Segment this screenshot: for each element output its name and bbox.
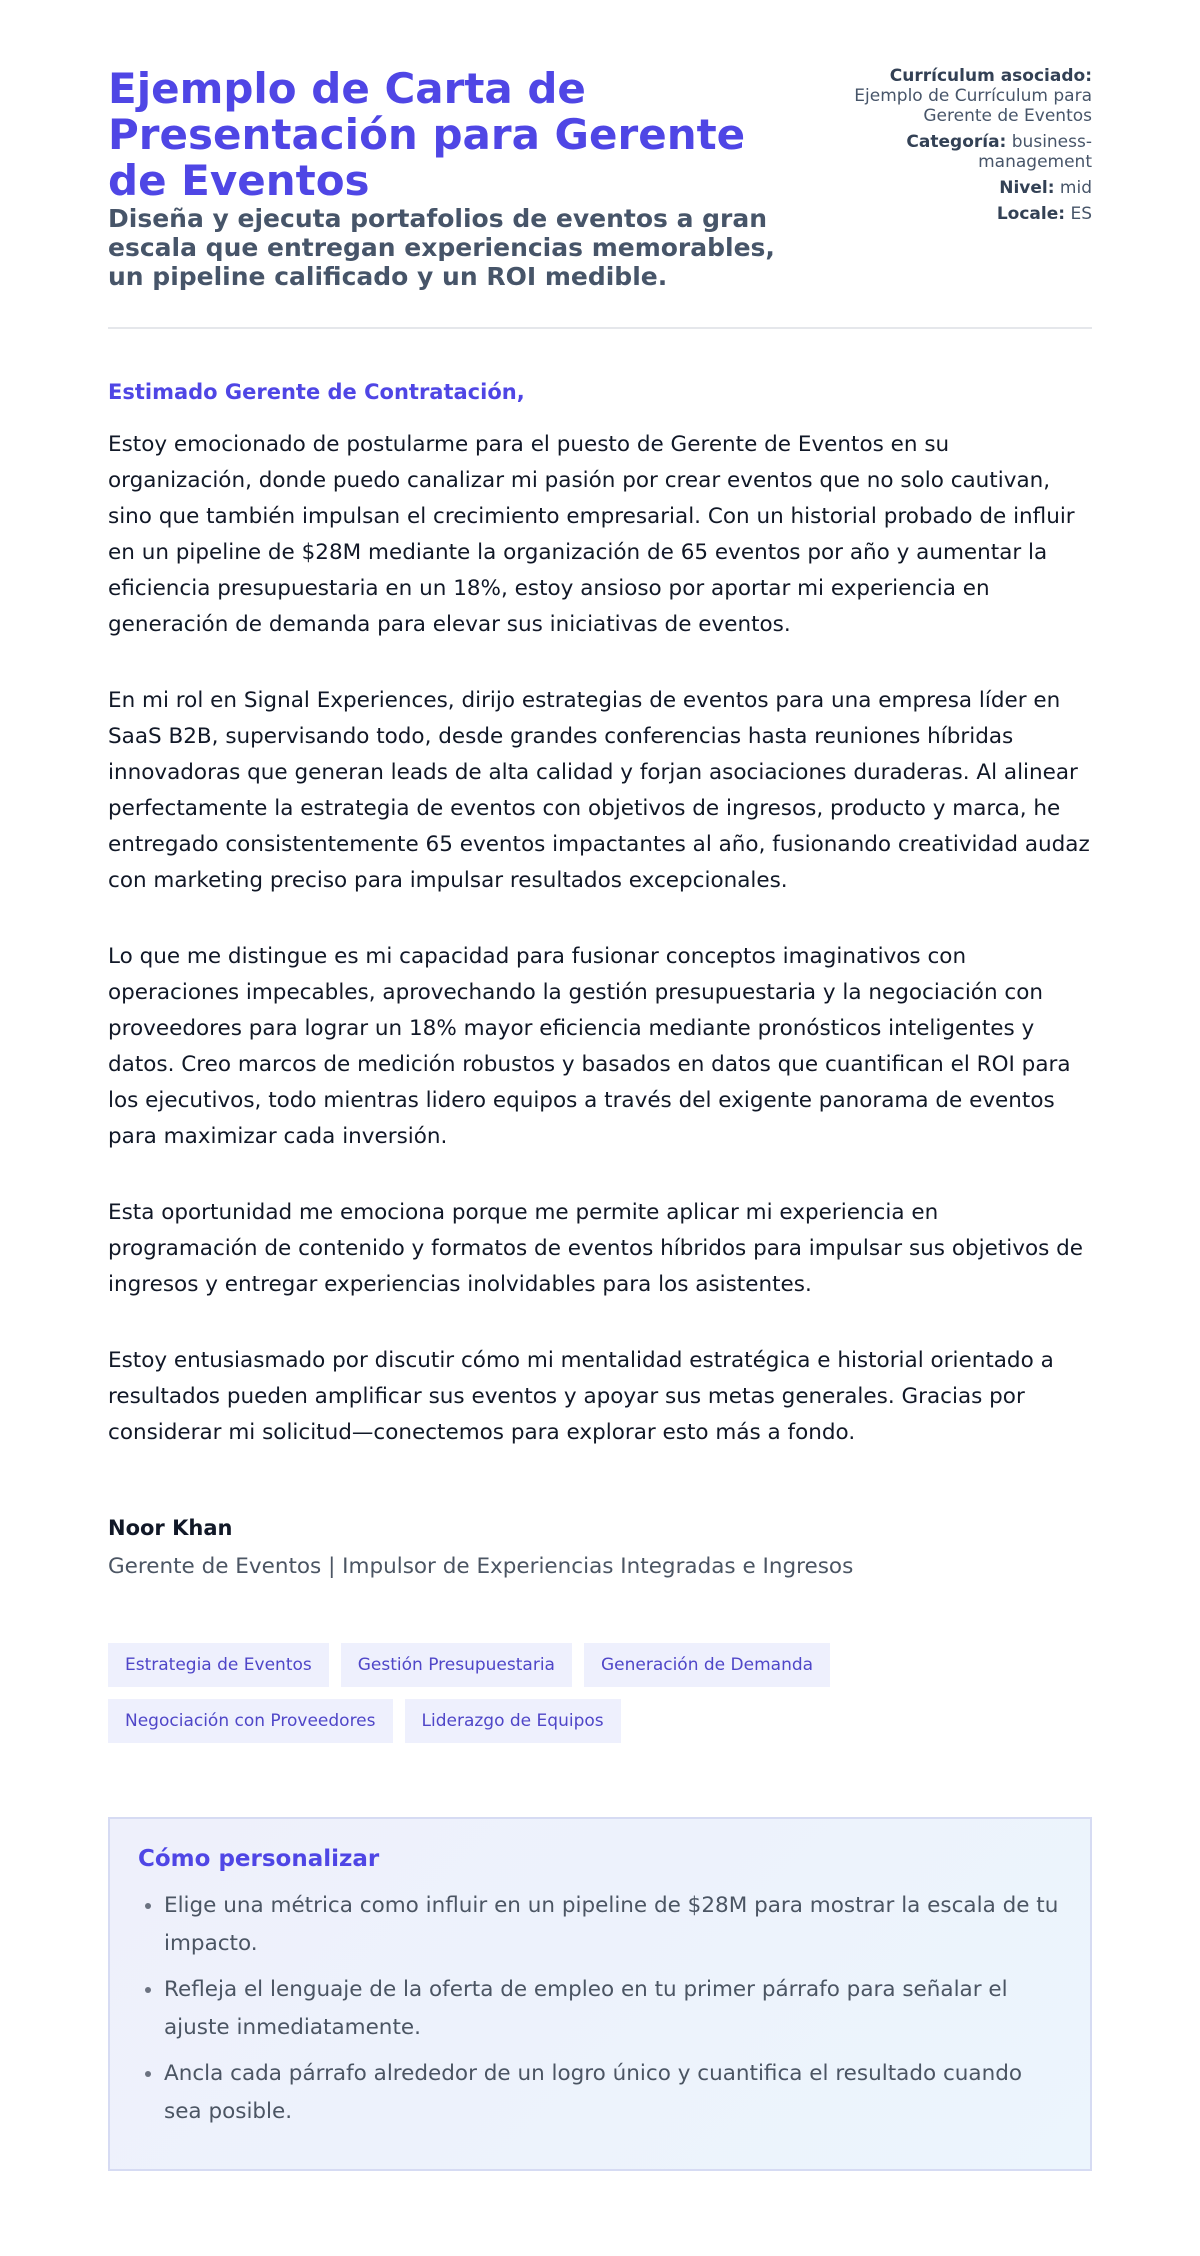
- metadata-panel: [842, 66, 1092, 230]
- letter-body: [108, 379, 1092, 1451]
- tips-title: Cómo personalizar: [138, 1846, 380, 1872]
- letter-paragraph: Estoy emocionado de postularme para el puesto de Gerente de Eventos en su organización, donde puedo canalizar mi pasión por crear eventos que no solo cautivan, sino que también impulsan el crecimiento empresarial. Con un historial probado de influir en un pipeline de $28M mediante la organización de 65 eventos por año y aumentar la eficiencia presupuestaria en un 18%, estoy ansioso por aportar mi experiencia en generación de demanda para elevar sus iniciativas de eventos.: [108, 432, 1075, 637]
- meta-category: [842, 132, 1092, 172]
- signature-role: Gerente de Eventos | Impulsor de Experiencias Integradas e Ingresos: [108, 1554, 854, 1579]
- tip-item: • Elige una métrica como influir en un pipeline de $28M para mostrar la escala de tu impacto.: [164, 1887, 1062, 1963]
- meta-locale: [842, 204, 1092, 224]
- page-subtitle: Diseña y ejecuta portafolios de eventos a gran escala que entregan experiencias memorables, un pipeline calificado y un ROI medible.: [108, 204, 775, 291]
- tip-item: • Ancla cada párrafo alrededor de un logro único y cuantifica el resultado cuando sea posible.: [164, 2055, 1062, 2131]
- personalize-tips-box: [108, 1817, 1092, 2171]
- signature: [108, 1515, 1092, 1581]
- meta-resume-value: Ejemplo de Currículum para Gerente de Eventos: [854, 86, 1092, 126]
- skill-tags: [108, 1643, 868, 1743]
- skill-tag: Generación de Demanda: [584, 1643, 830, 1687]
- header: [108, 0, 1092, 291]
- tip-item: • Refleja el lenguaje de la oferta de empleo en tu primer párrafo para señalar el ajuste inmediatamente.: [164, 1971, 1062, 2047]
- meta-resume-label: Currículum asociado:: [889, 66, 1092, 86]
- title-block: [108, 66, 808, 291]
- page-title: Ejemplo de Carta de Presentación para Gerente de Eventos: [108, 64, 746, 205]
- meta-category-value: business-management: [978, 132, 1092, 172]
- skill-tag: Estrategia de Eventos: [108, 1643, 329, 1687]
- skill-tag: Gestión Presupuestaria: [341, 1643, 572, 1687]
- meta-locale-value: ES: [1070, 204, 1092, 224]
- meta-level-label: Nivel:: [999, 178, 1055, 198]
- skill-tag: Liderazgo de Equipos: [405, 1699, 621, 1743]
- letter-greeting: Estimado Gerente de Contratación,: [108, 380, 525, 404]
- meta-level-value: mid: [1059, 178, 1092, 198]
- letter-paragraph: En mi rol en Signal Experiences, dirijo estrategias de eventos para una empresa líder en SaaS B2B, supervisando todo, desde grandes conferencias hasta reuniones híbridas innovadoras que generan leads de alta calidad y forjan asociaciones duraderas. Al alinear perfectamente la estrategia de eventos con objetivos de ingresos, producto y marca, he entregado consistentemente 65 eventos impactantes al año, fusionando creatividad audaz con marketing preciso para impulsar resultados excepcionales.: [108, 688, 1090, 893]
- meta-locale-label: Locale:: [996, 204, 1066, 224]
- letter-paragraph: Lo que me distingue es mi capacidad para fusionar conceptos imaginativos con operaciones impecables, aprovechando la gestión presupuestaria y la negociación con proveedores para lograr un 18% mayor eficiencia mediante pronósticos inteligentes y datos. Creo marcos de medición robustos y basados en datos que cuantifican el ROI para los ejecutivos, todo mientras lidero equipos a través del exigente panorama de eventos para maximizar cada inversión.: [108, 944, 1071, 1149]
- header-divider: [108, 327, 1092, 329]
- letter-paragraph: Estoy entusiasmado por discutir cómo mi mentalidad estratégica e historial orientado a resultados pueden amplificar sus eventos y apoyar sus metas generales. Gracias por considerar mi solicitud—conectemos para explorar esto más a fondo.: [108, 1348, 1054, 1445]
- meta-resume: [842, 66, 1092, 126]
- skill-tag: Negociación con Proveedores: [108, 1699, 393, 1743]
- letter-paragraph: Esta oportunidad me emociona porque me permite aplicar mi experiencia en programación de contenido y formatos de eventos híbridos para impulsar sus objetivos de ingresos y entregar experiencias inolvidables para los asistentes.: [108, 1200, 1084, 1297]
- meta-category-label: Categoría:: [906, 132, 1007, 152]
- tips-list: [138, 1887, 1062, 2131]
- signature-name: Noor Khan: [108, 1516, 233, 1540]
- meta-level: [842, 178, 1092, 198]
